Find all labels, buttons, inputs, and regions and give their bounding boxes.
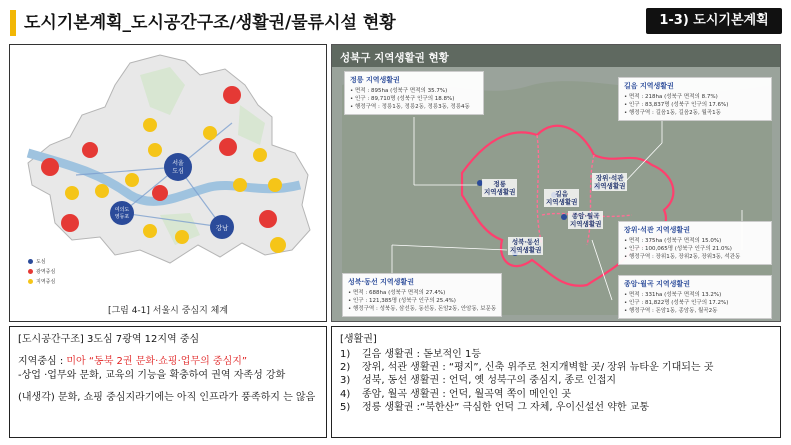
right-map-title: 성북구 지역생활권 현황 — [340, 52, 449, 64]
zone-label-jongam: 종암·월곡 지역생활권 — [570, 212, 602, 228]
spatial-structure-heading: [도시공간구조] 3도심 7광역 12지역 중심 — [18, 334, 200, 345]
info-box-jangwi: 장위·석관 지역생활권 • 면적 : 375ha (성북구 면적의 15.0%) • 인구 : 100,065명 (성북구 인구의 21.0%) • 행정구역 : 장위1동, 장위2동, 장위3동, 석관동 — [618, 221, 772, 265]
legend-item: 지역중심 — [28, 277, 55, 287]
svg-text:여의도: 여의도 — [114, 207, 130, 213]
legend-dot — [28, 259, 33, 264]
info-box-gireum: 길음 지역생활권 • 면적 : 218ha (성북구 면적의 8.7%) • 인구 : 83,837명 (성북구 인구의 17.6%) • 행정구역 : 길음1동, 길음2동, 월곡1동 — [618, 77, 772, 121]
personal-note: (내생각) 문화, 쇼핑 중심지라기에는 아직 인프라가 풍족하지 는 않음 — [18, 392, 316, 403]
center-gangnam — [210, 215, 234, 239]
regional-center-line — [18, 355, 318, 369]
regional-center-label: 지역중심 : — [18, 356, 67, 367]
living-zone-item: 1) 길음 생활권 : 돋보적인 1등 — [340, 349, 482, 360]
info-box-jeongneung: 정릉 지역생활권 • 면적 : 895ha (성북구 면적의 35.7%) • 인구 : 89,710명 (성북구 인구의 18.8%) • 행정구역 : 정릉1동, 정릉2동, 정릉3동, 정릉4동 — [344, 71, 484, 115]
seoul-center-map-panel — [9, 44, 327, 322]
center-dosim — [164, 153, 192, 181]
svg-text:서울: 서울 — [172, 160, 184, 167]
svg-text:도심: 도심 — [172, 168, 184, 175]
regional-center-detail: -상업 ·업무와 문화, 교육의 기능을 확충하여 권역 자족성 강화 — [18, 370, 286, 381]
living-zone-item: 5) 정릉 생활권 :“북한산” 극심한 언덕 그 자체, 우이신설선 약한 교통 — [340, 401, 650, 413]
legend-dot — [28, 279, 33, 284]
zone-label-jeongneung: 정릉 지역생활권 — [484, 180, 516, 196]
seongbuk-living-zone-panel — [331, 44, 781, 322]
info-box-jongam: 종암·월곡 지역생활권 • 면적 : 331ha (성북구 면적의 13.2%) • 인구 : 81,822명 (성북구 인구의 17.2%) • 행정구역 : 돈암1동, 종암동, 월곡2동 — [618, 275, 772, 319]
living-zones-heading: [생활권] — [340, 334, 377, 345]
living-zones-box — [331, 326, 781, 438]
seoul-center-map — [10, 45, 327, 300]
center-yeouido — [110, 201, 134, 225]
living-zone-item: 2) 장위, 석관 생활권 : “평지”, 신축 위주로 천지개벽할 곳/ 장위 뉴타운 기대되는 곳 — [340, 362, 714, 374]
regional-center-highlight: 미아 “동북 2권 문화·쇼핑·업무의 중심지” — [66, 356, 248, 367]
page-title: 도시기본계획_도시공간구조/생활권/물류시설 현황 — [24, 13, 396, 33]
spatial-structure-box — [9, 326, 327, 438]
zone-label-jangwi: 장위·석관 지역생활권 — [594, 174, 626, 190]
map-legend — [28, 257, 55, 287]
svg-text:강남: 강남 — [215, 224, 229, 232]
zone-label-seongbuk: 성북·동선 지역생활권 — [510, 238, 542, 254]
section-tag: 1-3) 도시기본계획 — [646, 8, 782, 34]
living-zone-item: 4) 종암, 월곡 생활권 : 언덕, 월곡역 쪽이 메인인 곳 — [340, 388, 572, 400]
legend-item: 도심 — [28, 257, 55, 267]
living-zone-item: 3) 성북, 동선 생활권 : 언덕, 옛 성북구의 중심지, 종로 인접지 — [340, 375, 617, 387]
svg-text:영등포: 영등포 — [114, 214, 130, 220]
map-caption: [그림 4-1] 서울시 중심지 체계 — [107, 306, 229, 316]
legend-item: 광역중심 — [28, 267, 55, 277]
info-box-seongbuk: 성북·동선 지역생활권 • 면적 : 688ha (성북구 면적의 27.4%) • 인구 : 121,385명 (성북구 인구의 25.4%) • 행정구역 : 성북동, 삼선동, 동선동, 돈암2동, 안암동, 보문동 — [342, 273, 502, 317]
title-accent-bar — [10, 10, 16, 36]
zone-label-gireum: 길음 지역생활권 — [546, 190, 578, 206]
legend-dot — [28, 269, 33, 274]
